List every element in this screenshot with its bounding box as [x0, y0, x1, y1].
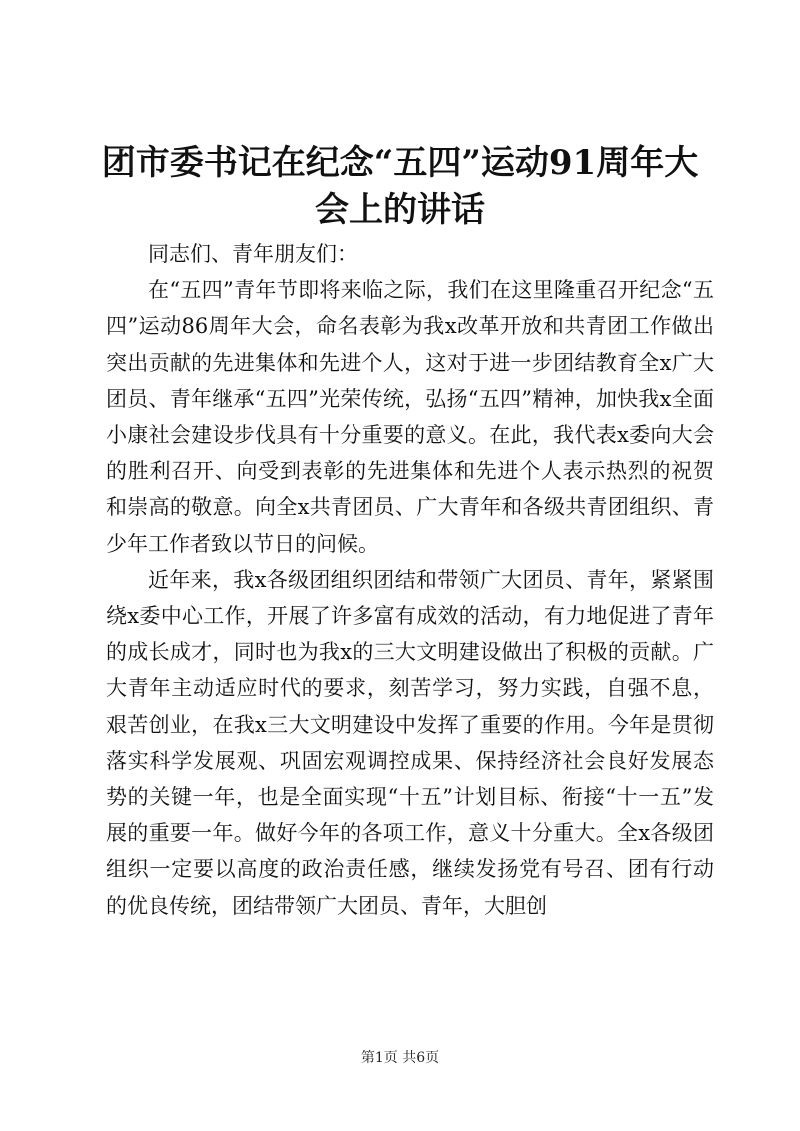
paragraph: 在“五四”青年节即将来临之际，我们在这里隆重召开纪念“五四”运动86周年大会，命名表彰为我x改革开放和共青团工作做出突出贡献的先进集体和先进个人，这对于进一步团结教育全x广大团员、青年继承“五四”光荣传统，弘扬“五四”精神，加快我x全面小康社会建设步伐具有十分重要的意义。在此，我代表x委向大会的胜利召开、向受到表彰的先进集体和先进个人表示热烈的祝贺和崇高的敬意。向全x共青团员、广大青年和各级共青团组织、青少年工作者致以节日的问候。: [106, 278, 714, 556]
page-number-footer: 第1页 共6页: [360, 1050, 440, 1066]
document-title: 团市委书记在纪念“五四”运动91周年大会上的讲话: [101, 143, 699, 230]
document-body: [106, 236, 714, 924]
salutation: 同志们、青年朋友们：: [148, 242, 358, 266]
paragraph: 近年来，我x各级团组织团结和带领广大团员、青年，紧紧围绕x委中心工作，开展了许多富有成效的活动，有力地促进了青年的成长成才，同时也为我x的三大文明建设做出了积极的贡献。广大青年主动适应时代的要求，刻苦学习，努力实践，自强不息，艰苦创业，在我x三大文明建设中发挥了重要的作用。今年是贯彻落实科学发展观、巩固宏观调控成果、保持经济社会良好发展态势的关键一年，也是全面实现“十五”计划目标、衔接“十一五”发展的重要一年。做好今年的各项工作，意义十分重大。全x各级团组织一定要以高度的政治责任感，继续发扬党有号召、团有行动的优良传统，团结带领广大团员、青年，大胆创: [106, 567, 714, 918]
